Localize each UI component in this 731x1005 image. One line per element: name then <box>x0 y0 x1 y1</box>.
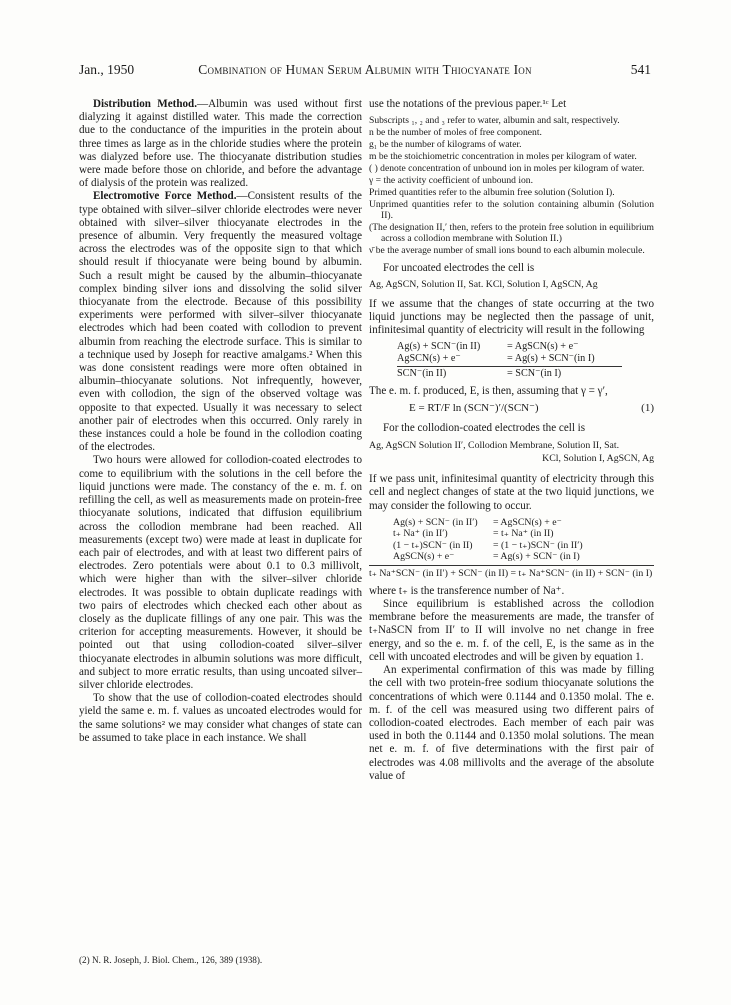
reaction-block-uncoated <box>397 341 654 380</box>
definition-item: n be the number of moles of free component. <box>369 127 542 139</box>
footnote: (2) N. R. Joseph, J. Biol. Chem., 126, 389 (1938). <box>79 955 263 965</box>
definition-item: Primed quantities refer to the albumin free solution (Solution I). <box>369 187 615 199</box>
equation-number: (1) <box>641 402 654 415</box>
definition-item: Subscripts ₁, ₂ and ₃ refer to water, albumin and salt, respectively. <box>369 115 620 127</box>
reaction-sum-rule <box>397 366 622 367</box>
page-number: 541 <box>630 62 651 77</box>
transference-note: where t₊ is the transference number of Na⁺. <box>369 584 565 597</box>
paragraph-since: Since equilibrium is established across the collodion membrane before the measurements are made, the transfer of t₊NaSCN from II′ to II will involve no net change in free energy, and so the e. m. f. of the cell, E, is the same as in the cell with uncoated electrodes and will be given by equation 1. <box>369 598 654 663</box>
reaction-block-coated <box>393 517 654 563</box>
reaction-sum-coated: t₊ Na⁺SCN⁻ (in II′) + SCN⁻ (in II) = t₊ Na⁺SCN⁻ (in II) + SCN⁻ (in I) <box>369 565 654 579</box>
paragraph-distribution-method <box>79 98 362 190</box>
definition-item: ( ) denote concentration of unbound ion in moles per kilogram of water. <box>369 163 645 175</box>
reaction-row: Ag(s) + SCN⁻(in II) = AgSCN(s) + e⁻ <box>397 341 579 353</box>
uncoated-cell-scheme: Ag, AgSCN, Solution II, Sat. KCl, Solution I, AgSCN, Ag <box>369 279 598 291</box>
paragraph-coated-electrodes: To show that the use of collodion-coated electrodes should yield the same e. m. f. values as uncoated electrodes would for the same solutions² we may consider what changes of state can be assumed to take place in each instance. We shall <box>79 692 362 744</box>
reaction-row: AgSCN(s) + e⁻ = Ag(s) + SCN⁻(in I) <box>397 353 595 365</box>
uncoated-intro: For uncoated electrodes the cell is <box>383 262 535 275</box>
paragraph-assume: If we assume that the changes of state occurring at the two liquid junctions may be neglected then the passage of unit, infinitesimal quantity of electricity will result in the following <box>369 297 654 337</box>
definition-item: Unprimed quantities refer to the solution containing albumin (Solution II). <box>369 199 654 222</box>
definition-item: ν̄ be the average number of small ions bound to each albumin molecule. <box>369 245 645 257</box>
definition-item: g₁ be the number of kilograms of water. <box>369 139 522 151</box>
section-heading-emf: Electromotive Force Method. <box>93 190 237 203</box>
paragraph-emf-method <box>79 190 362 454</box>
paragraph-pass: If we pass unit, infinitesimal quantity of electricity through this cell and neglect changes of state at the two liquid junctions, we may consider the following to occur. <box>369 473 654 512</box>
coated-cell-line-2: KCl, Solution I, AgSCN, Ag <box>542 453 654 465</box>
coated-cell-scheme <box>369 439 654 465</box>
section-heading-distribution: Distribution Method. <box>93 98 197 110</box>
notation-intro: use the notations of the previous paper.¹ᶜ Let <box>369 98 567 110</box>
journal-date: Jan., 1950 <box>79 62 135 77</box>
reaction-row: t₊ Na⁺ (in II′) = t₊ Na⁺ (in II) <box>393 528 554 540</box>
definition-item: (The designation II,′ then, refers to the protein free solution in equilibrium across a collodion membrane with Solution II.) <box>369 222 654 245</box>
reaction-row: (1 − t₊)SCN⁻ (in II) = (1 − t₊)SCN⁻ (in II′) <box>393 539 583 551</box>
emf-intro: The e. m. f. produced, E, is then, assuming that γ = γ′, <box>369 385 608 398</box>
paragraph-equilibrium: Two hours were allowed for collodion-coated electrodes to come to equilibrium with the solutions in the cell before the liquid junctions were made. The constancy of the e. m. f. on refilling the cell, as well as measurements made on protein-free thiocyanate solutions, indicated that diffusion equilibrium across the collodion membrane had been reached. All measurements (except two) were made at least in duplicate for each pair of electrodes, and with at least two different pairs of electrodes. Zero potentials were about 0.1 to 0.3 millivolt, which were higher than with the silver–silver chloride electrodes. It was possible to obtain duplicate readings with two pairs of electrodes which checked each other about as closely as the duplicate fillings of any one pair. This was the criterion for accepting measurements. However, it should be pointed out that using collodion-coated silver–silver thiocyanate electrodes in albumin solutions was more difficult, and subject to more erratic results, than using uncoated silver–silver chloride electrodes. <box>79 454 362 691</box>
paragraph-text: —Consistent results of the type obtained with silver–silver chloride electrodes were never obtained with silver–silver thiocyanate electrodes in the presence of albumin. Very frequently the measured voltage across the electrodes was of the opposite sign to that which should result if thiocyanate were being bound by albumin. Such a result might be caused by the albumin–thiocyanate complex binding silver ions and dissolving the solid silver thiocyanate from the electrode. Because of this possibility experiments were performed with silver–silver thiocyanate electrodes which had been coated with collodion to prevent albumin from reaching the electrode surface. This is similar to a technique used by Joseph for reactive amalgams.² When this was done consistent readings were more often obtained in albumin–thiocyanate solutions. Not infrequently, however, even with collodion, the sign of the observed voltage was opposite to that expected. Usually it was necessary to select another pair of electrodes when this occurred. Only rarely in these instances could a hole be found in the collodion coating of the electrodes. <box>79 190 362 454</box>
right-column <box>369 98 654 783</box>
paragraph-text: —Albumin was used without first dialyzing it against distilled water. This made the correction due to the conductance of the impurities in the protein about three times as large as in the chloride studies where the protein was dialyzed before use. The thiocyanate distribution studies were made before those on chloride, and before the advantage of dialysis of the protein was realized. <box>79 98 362 190</box>
left-column <box>79 98 362 745</box>
coated-intro: For the collodion-coated electrodes the cell is <box>383 421 586 434</box>
reaction-row: AgSCN(s) + e⁻ = Ag(s) + SCN⁻ (in I) <box>393 551 580 563</box>
paragraph-experimental: An experimental confirmation of this was made by filling the cell with two protein-free sodium thiocyanate solutions the concentrations of which were 0.1144 and 0.1350 molal. The e. m. f. of the cell was measured using two different pairs of collodion-coated electrodes. Each member of each pair was used in both the 0.1144 and 0.1350 molal solutions. The mean net e. m. f. of five determinations with the first pair of electrodes was 4.08 millivolts and the average of the absolute value of <box>369 664 654 782</box>
reaction-sum-row: SCN⁻(in II) = SCN⁻(in I) <box>397 368 562 380</box>
running-title: Combination of Human Serum Albumin with Thiocyanate Ion <box>198 62 532 77</box>
notation-definitions <box>369 115 654 256</box>
definition-item: γ = the activity coefficient of unbound ion. <box>369 175 533 187</box>
equation-1 <box>409 402 654 415</box>
coated-cell-line-1: Ag, AgSCN Solution II′, Collodion Membrane, Solution II, Sat. <box>369 439 620 451</box>
equation-text: E = RT/F ln (SCN⁻)′/(SCN⁻) <box>409 402 539 415</box>
reaction-row: Ag(s) + SCN⁻ (in II′) = AgSCN(s) + e⁻ <box>393 516 562 528</box>
definition-item: m be the stoichiometric concentration in moles per kilogram of water. <box>369 151 637 163</box>
running-header <box>79 62 651 82</box>
